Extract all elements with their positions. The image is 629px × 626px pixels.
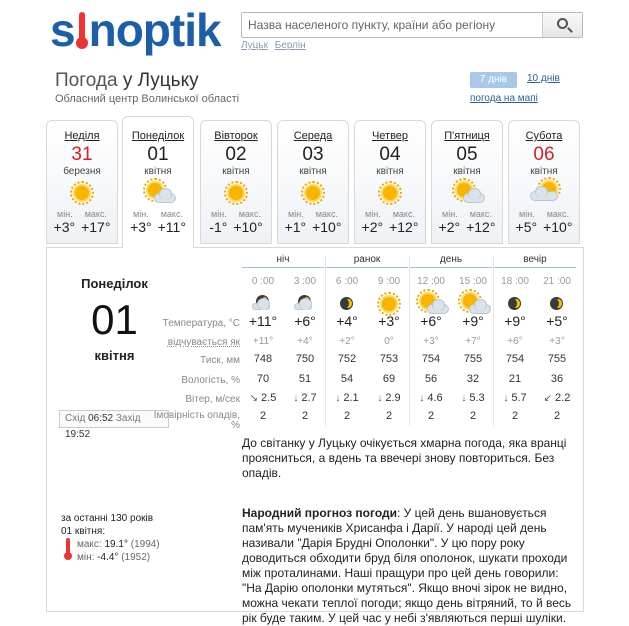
sun-icon [370, 181, 410, 205]
hour-icon-slot [242, 292, 284, 314]
min-label: мін. [365, 209, 381, 219]
day-tab-temps [47, 219, 117, 235]
temp-row-label: Температура, °C [162, 318, 240, 329]
detail-date: 01 [91, 296, 138, 343]
wind-direction-icon: ↓ [293, 393, 299, 404]
hour-icon-slot [326, 292, 368, 314]
day-tab-name: Понеділок [131, 130, 185, 142]
day-tab-minmax-labels [278, 209, 348, 219]
min-temp: +1° [284, 219, 307, 235]
max-temp: +10° [233, 219, 263, 235]
day-detail-panel [46, 247, 584, 625]
day-tab-date: 31 [71, 144, 93, 165]
history-min-value: -4.4° [97, 552, 119, 563]
day-tab-6[interactable] [508, 120, 580, 244]
day-tab-month: квітня [144, 166, 172, 177]
history-min-year: (1952) [121, 552, 151, 563]
max-temp: +12° [466, 219, 496, 235]
wind-direction-icon: ↓ [377, 393, 383, 404]
day-tab-2[interactable] [200, 120, 272, 244]
min-temp: +3° [53, 219, 76, 235]
title-city: у Луцьку [122, 70, 199, 91]
hour-temp: +5° [546, 313, 568, 329]
hour-icon-slot [368, 292, 410, 314]
hour-humidity: 32 [466, 373, 480, 385]
hour-icon-slot [284, 292, 326, 314]
max-label: макс. [469, 209, 492, 219]
wind-speed: 2.9 [385, 392, 401, 404]
hour-wind [284, 392, 326, 404]
max-temp: +10° [312, 219, 342, 235]
day-tab-5[interactable] [431, 120, 503, 244]
min-temp: +2° [361, 219, 384, 235]
day-tab-icon-slot [62, 181, 102, 207]
hour-temp: +6° [420, 313, 442, 329]
max-label: макс. [238, 209, 261, 219]
history-heading [61, 512, 153, 538]
hour-feels-like: +7° [465, 336, 481, 347]
hour-feels-like: +11° [252, 336, 274, 347]
detail-day-name: Понеділок [81, 276, 148, 291]
folk-forecast-title: Народний прогноз погоди [242, 506, 398, 520]
hour-wind [410, 392, 452, 404]
hour-feels-like: +2° [339, 336, 355, 347]
day-tab-name: П'ятниця [444, 130, 490, 142]
day-tab-4[interactable] [354, 120, 426, 244]
hour-wind [536, 392, 578, 404]
hour-time: 0 :00 [251, 276, 275, 287]
partly-cloudy-icon [138, 181, 178, 205]
min-label: мін. [57, 209, 73, 219]
hour-wind [368, 392, 410, 404]
hour-pressure: 752 [337, 353, 357, 365]
period-header: вечір [494, 254, 576, 268]
day-tab-name: Четвер [371, 130, 409, 142]
day-tab-name: Субота [525, 130, 563, 142]
folk-forecast [242, 506, 577, 626]
history-max-year: (1994) [130, 539, 160, 550]
hour-pressure: 750 [295, 353, 315, 365]
day-tab-temps [509, 219, 579, 235]
history-min-label: мін: [77, 552, 95, 563]
hour-icon-slot [494, 292, 536, 314]
day-tab-icon-slot [447, 181, 487, 207]
wind-speed: 2.2 [555, 392, 571, 404]
min-temp: +2° [438, 219, 461, 235]
wind-speed: 4.6 [427, 392, 443, 404]
hour-pressure: 753 [379, 353, 399, 365]
page-subtitle: Обласний центр Волинської області [55, 93, 240, 105]
min-temp: +3° [130, 219, 152, 235]
day-tab-name: Середа [293, 130, 333, 142]
humidity-row-label: Вологість, % [181, 375, 240, 386]
hour-wind [242, 392, 284, 404]
hour-time: 9 :00 [377, 276, 401, 287]
min-label: мін. [211, 209, 227, 219]
day-tab-date: 05 [456, 144, 478, 165]
hour-temp: +3° [378, 313, 400, 329]
day-tab-temps [432, 219, 502, 235]
hour-pressure: 748 [253, 353, 273, 365]
sunrise-label: Схід [65, 413, 86, 424]
recent-searches [241, 40, 310, 51]
hour-precip: 2 [259, 410, 267, 422]
hour-feels-like: 0° [384, 336, 394, 347]
detail-month: квітня [94, 348, 135, 363]
day-tab-month: березня [63, 166, 101, 177]
day-tab-temps [123, 219, 193, 235]
hour-precip: 2 [553, 410, 561, 422]
hour-time: 3 :00 [293, 276, 317, 287]
hour-pressure: 754 [505, 353, 525, 365]
sinoptik-logo[interactable]: s noptik [50, 4, 221, 56]
day-tab-month: квітня [530, 166, 558, 177]
wind-direction-icon: ↓ [503, 393, 509, 404]
day-tab-minmax-labels [355, 209, 425, 219]
max-label: макс. [84, 209, 107, 219]
day-tab-name: Вівторок [214, 130, 258, 142]
sun-icon [216, 181, 256, 205]
day-tab-temps [355, 219, 425, 235]
hour-feels-like: +3° [549, 336, 565, 347]
day-tab-date: 02 [225, 144, 247, 165]
max-label: макс. [392, 209, 415, 219]
period-header: ніч [242, 254, 324, 268]
day-tab-minmax-labels [509, 209, 579, 219]
hour-temp: +6° [294, 313, 316, 329]
thermometer-icon [65, 538, 71, 560]
day-tab-0[interactable] [46, 120, 118, 244]
wind-row-label: Вітер, м/сек [185, 394, 240, 405]
hour-wind [452, 392, 494, 404]
hour-precip: 2 [343, 410, 351, 422]
hour-humidity: 56 [424, 373, 438, 385]
thermometer-icon [76, 10, 88, 50]
day-tab-date: 03 [302, 144, 324, 165]
hour-precip: 2 [469, 410, 477, 422]
wind-direction-icon: ↙ [543, 393, 553, 404]
day-tab-month: квітня [453, 166, 481, 177]
sunset-label: Захід [115, 413, 141, 424]
hour-time: 12 :00 [417, 276, 445, 287]
day-tab-icon-slot [138, 181, 178, 207]
hour-feels-like: +4° [297, 336, 313, 347]
hour-icon-slot [410, 292, 452, 314]
hour-time: 6 :00 [335, 276, 359, 287]
page-title [55, 70, 199, 92]
hour-icon-slot [452, 292, 494, 314]
partly-cloudy-icon [447, 181, 487, 205]
wind-direction-icon: ↓ [419, 393, 425, 404]
weather-map-link[interactable]: погода на мапі [470, 93, 538, 104]
hour-feels-like: +6° [507, 336, 523, 347]
history-max-value: 19.1° [104, 539, 128, 550]
sun-icon [62, 181, 102, 205]
day-tab-icon-slot [216, 181, 256, 207]
day-tab-3[interactable] [277, 120, 349, 244]
forecast-description: До світанку у Луцьку очікується хмарна погода, яка вранці проясниться, а вдень та ввечері знову повториться. Без опадів. [242, 436, 567, 480]
wind-speed: 2.7 [301, 392, 317, 404]
day-tab-icon-slot [370, 181, 410, 207]
day-tab-temps [201, 219, 271, 235]
hour-temp: +9° [462, 313, 484, 329]
wind-speed: 5.7 [511, 392, 527, 404]
day-tab-icon-slot [524, 181, 564, 207]
sunset-time: 19:52 [65, 429, 91, 440]
day-tab-month: квітня [222, 166, 250, 177]
hour-time: 15 :00 [459, 276, 487, 287]
pressure-row-label: Тиск, мм [200, 355, 240, 366]
hour-pressure: 754 [421, 353, 441, 365]
max-label: макс. [315, 209, 338, 219]
hour-temp: +11° [248, 313, 278, 329]
wind-speed: 2.1 [343, 392, 359, 404]
search-box [241, 12, 583, 38]
period-header: ранок [326, 254, 408, 268]
day-tab-minmax-labels [201, 209, 271, 219]
hour-time: 21 :00 [543, 276, 571, 287]
search-icon [557, 18, 568, 29]
view-10-days-link[interactable]: 10 днів [527, 73, 560, 84]
day-tab-month: квітня [376, 166, 404, 177]
history-min [77, 552, 150, 563]
wind-speed: 2.5 [261, 392, 277, 404]
sun-icon [293, 181, 333, 205]
day-tab-name: Неділя [64, 130, 100, 142]
wind-direction-icon: ↓ [335, 393, 341, 404]
hour-humidity: 36 [550, 373, 564, 385]
recent-link-berlin[interactable]: Берлін [274, 40, 306, 51]
history-max [77, 539, 160, 550]
min-label: мін. [288, 209, 304, 219]
max-temp: +17° [81, 219, 111, 235]
title-prefix: Погода [55, 70, 118, 91]
max-temp: +10° [543, 219, 573, 235]
max-temp: +12° [389, 219, 419, 235]
cloudy-icon [524, 181, 564, 205]
view-7-days-tab[interactable]: 7 днів [470, 72, 517, 88]
sunrise-time: 06:52 [88, 413, 114, 424]
day-tab-date: 01 [147, 144, 169, 165]
wind-direction-icon: ↓ [461, 393, 467, 404]
search-input[interactable] [242, 13, 542, 37]
feels-row-label: відчувається як [167, 337, 240, 348]
day-tab-minmax-labels [432, 209, 502, 219]
hour-temp: +4° [336, 313, 358, 329]
hour-icon-slot [536, 292, 578, 314]
hour-feels-like: +3° [423, 336, 439, 347]
hour-time: 18 :00 [501, 276, 529, 287]
day-tab-date: 04 [379, 144, 401, 165]
min-label: мін. [133, 209, 149, 219]
day-tab-icon-slot [293, 181, 333, 207]
folk-forecast-text: : У цей день вшановується пам'ять мучеників Хрисанфа і Дарії. У народі цей день називали "Дарія Брудні Ополонки". У цю пору року доводиться обходити бруд біля ополонок, шукати проходи між проталинами. Наші пращури про цей день говорили: "На Дарію ополонки мутяться". Якщо вночі зірок не видно, можна чекати теплої погоди; якщо день вітряний, то й весь рік буде таким. У цей час у небі з'являються перші шуліки. [242, 506, 572, 625]
min-temp: +5° [515, 219, 538, 235]
day-tab-month: квітня [299, 166, 327, 177]
max-temp: +11° [157, 219, 186, 235]
min-temp: -1° [209, 219, 228, 235]
period-header: день [410, 254, 492, 268]
day-tab-minmax-labels [47, 209, 117, 219]
hour-wind [326, 392, 368, 404]
hour-precip: 2 [301, 410, 309, 422]
day-tab-date: 06 [533, 144, 555, 165]
hour-pressure: 755 [463, 353, 483, 365]
max-label: макс. [160, 209, 183, 219]
history-line-2: 01 квітня: [61, 526, 106, 537]
search-button[interactable] [542, 13, 582, 37]
day-tab-temps [278, 219, 348, 235]
min-label: мін. [519, 209, 535, 219]
min-label: мін. [442, 209, 458, 219]
day-tab-minmax-labels [123, 209, 193, 219]
hour-humidity: 51 [298, 373, 312, 385]
hour-humidity: 69 [382, 373, 396, 385]
wind-direction-icon: ↘ [249, 393, 259, 404]
max-label: макс. [546, 209, 569, 219]
day-tab-1[interactable] [122, 116, 194, 248]
wind-speed: 5.3 [469, 392, 485, 404]
hour-precip: 2 [385, 410, 393, 422]
hour-humidity: 70 [256, 373, 270, 385]
hour-temp: +9° [504, 313, 526, 329]
hour-precip: 2 [511, 410, 519, 422]
hour-precip: 2 [427, 410, 435, 422]
history-max-label: макс: [77, 539, 102, 550]
precip-row-label: Імовірність опадів, % [153, 410, 240, 431]
hour-pressure: 755 [547, 353, 567, 365]
history-line-1: за останні 130 років [61, 513, 154, 524]
recent-link-lutsk[interactable]: Луцьк [241, 40, 268, 51]
hour-humidity: 54 [340, 373, 354, 385]
hour-wind [494, 392, 536, 404]
hour-humidity: 21 [508, 373, 522, 385]
